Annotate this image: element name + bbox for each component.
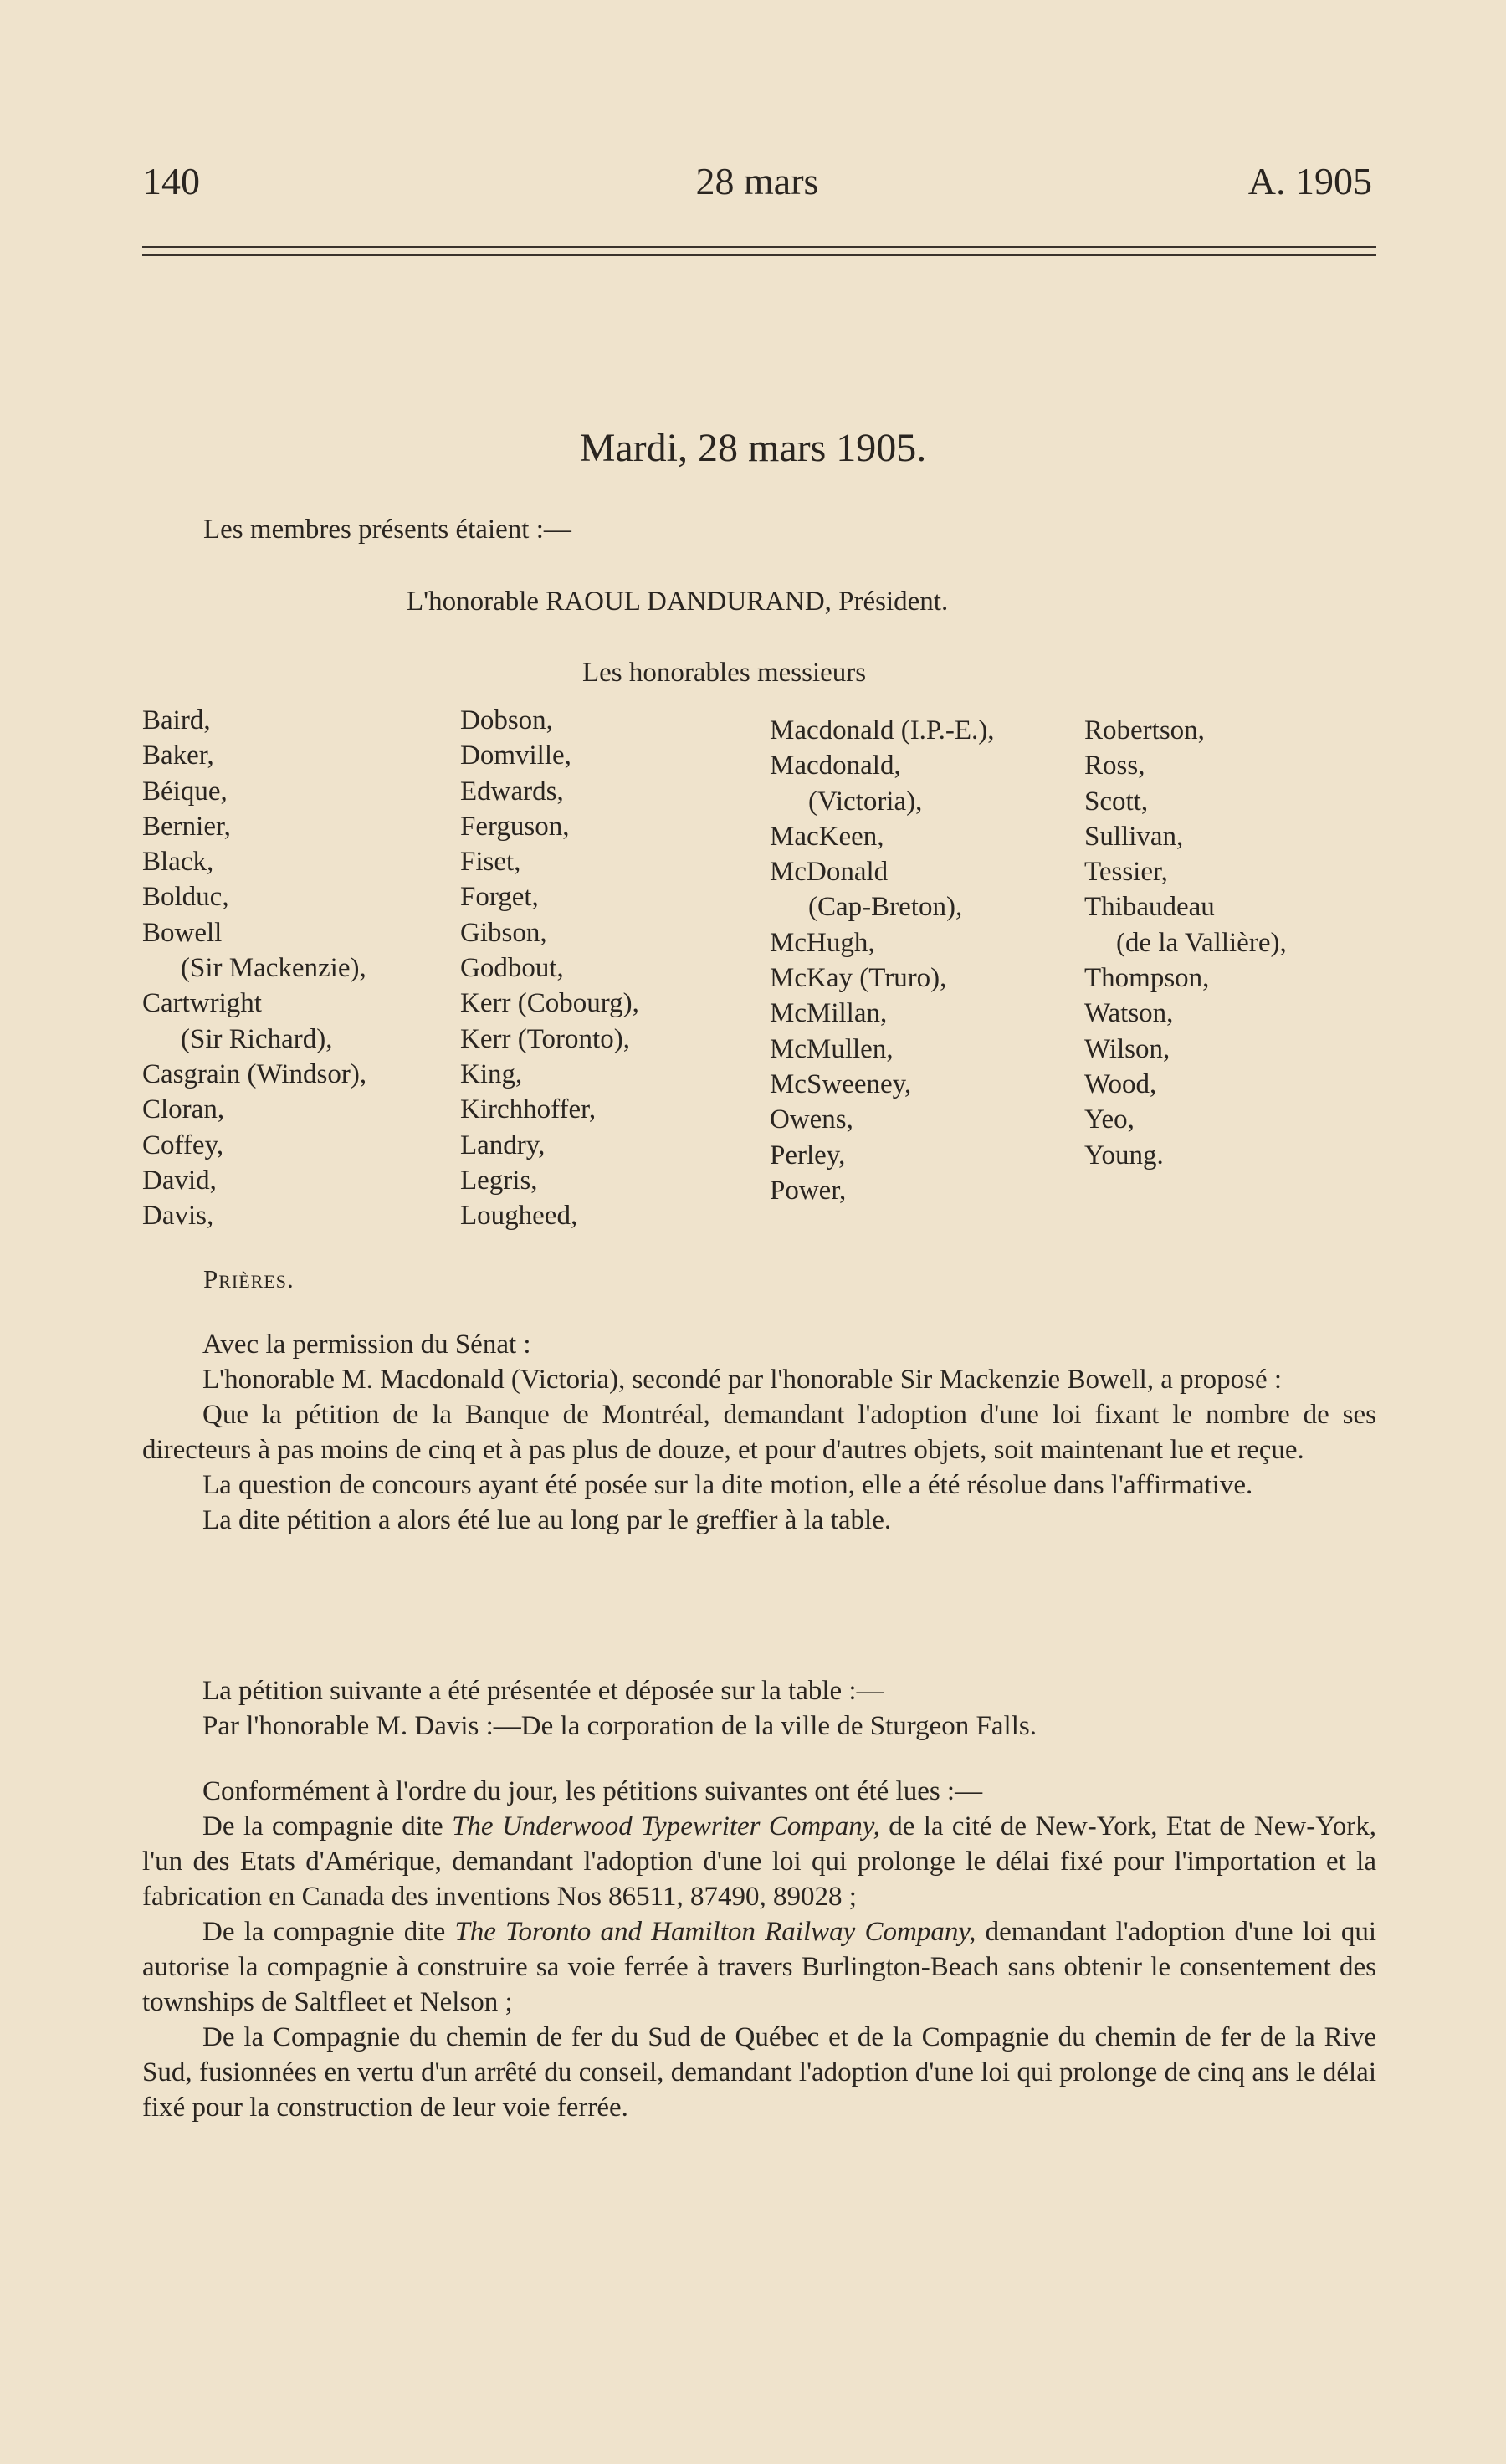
senators-column-4 (1084, 713, 1287, 1173)
text-run: De la compagnie dite (202, 1811, 453, 1842)
senator-name: McMillan, (770, 998, 888, 1029)
senator-name: Baker, (142, 740, 214, 771)
paragraph: Avec la permission du Sénat : (202, 1329, 531, 1360)
paragraph: De la Compagnie du chemin de fer du Sud de Québec et de la Compagnie du chemin de fer de la Rive Sud, fusionnées en vertu d'un arrêté du conseil, demandant l'adoption d'une loi qui prolonge de cinq ans le délai fixé pour la construction de leur voie ferrée. (142, 2022, 1376, 2123)
senator-name: Cloran, (142, 1094, 225, 1125)
paragraph (142, 1914, 1376, 2020)
senators-column-2 (460, 703, 639, 1233)
company-name: The Underwood Typewriter Company, (452, 1811, 880, 1842)
senator-name: Power, (770, 1175, 847, 1206)
senator-name: Cartwright (142, 988, 262, 1019)
senator-name: (Cap-Breton), (808, 892, 963, 923)
paragraph: La pétition suivante a été présentée et déposée sur la table :— (202, 1676, 884, 1706)
senator-name: Davis, (142, 1201, 214, 1232)
paragraph: Par l'honorable M. Davis :—De la corporation de la ville de Sturgeon Falls. (202, 1711, 1037, 1741)
senator-name: McDonald (770, 857, 889, 888)
senator-name: (Victoria), (808, 786, 923, 817)
senator-name: Dobson, (460, 705, 553, 735)
senator-name: (de la Vallière), (1116, 927, 1287, 958)
senator-name: Sullivan, (1084, 821, 1184, 852)
senator-name: Watson, (1084, 998, 1174, 1029)
senator-name: McSweeney, (770, 1068, 912, 1099)
paragraph: Conformément à l'ordre du jour, les pétitions suivantes ont été lues :— (202, 1776, 983, 1806)
text-run: de la cité de New-York, Etat de New-York, l'un des Etats d'Amérique, demandant l'adoption d'une loi qui prolonge le délai fixé pour l'importation et la fabrication en Canada des inventions Nos 86511, 87490, 89028 ; (142, 1811, 1376, 1912)
text-run: De la compagnie dite (202, 1917, 455, 1947)
paragraph (142, 1809, 1376, 1914)
senator-name: Yeo, (1084, 1104, 1135, 1135)
senator-name: Thompson, (1084, 963, 1210, 994)
header-rule-top (142, 246, 1376, 248)
senator-name: Domville, (460, 740, 571, 771)
paragraph: La dite pétition a alors été lue au long par le greffier à la table. (202, 1505, 892, 1535)
senator-name: David, (142, 1165, 217, 1196)
senator-name: (Sir Richard), (181, 1023, 333, 1054)
senator-name: Perley, (770, 1140, 846, 1171)
senator-name: Owens, (770, 1104, 853, 1135)
senator-name: Macdonald, (770, 750, 901, 781)
senator-name: Lougheed, (460, 1201, 578, 1232)
senator-name: Wood, (1084, 1068, 1157, 1099)
senator-name: Bowell (142, 917, 223, 948)
paragraph: La question de concours ayant été posée sur la dite motion, elle a été résolue dans l'affirmative. (202, 1470, 1253, 1500)
president-line: L'honorable RAOUL DANDURAND, Président. (407, 587, 949, 617)
senator-name: Thibaudeau (1084, 892, 1215, 923)
senator-name: Kerr (Toronto), (460, 1023, 630, 1054)
senator-name: Kirchhoffer, (460, 1094, 597, 1125)
header-rule-bottom (142, 254, 1376, 256)
senator-name: Fiset, (460, 847, 521, 878)
senator-name: Young. (1084, 1140, 1164, 1171)
senator-name: Macdonald (I.P.-E.), (770, 715, 995, 745)
senator-name: Coffey, (142, 1130, 224, 1160)
senator-name: Tessier, (1084, 857, 1168, 888)
senators-column-1 (142, 703, 366, 1233)
senators-heading: Les honorables messieurs (582, 658, 867, 688)
senator-name: McKay (Truro), (770, 963, 947, 994)
paragraph: L'honorable M. Macdonald (Victoria), secondé par l'honorable Sir Mackenzie Bowell, a proposé : (202, 1365, 1283, 1395)
header-date: 28 mars (695, 160, 819, 202)
senator-name: Kerr (Cobourg), (460, 988, 639, 1019)
senator-name: Ferguson, (460, 811, 570, 842)
senator-name: Legris, (460, 1165, 538, 1196)
senator-name: (Sir Mackenzie), (181, 953, 366, 984)
senator-name: Godbout, (460, 953, 564, 984)
members-intro: Les membres présents étaient :— (203, 515, 571, 545)
senator-name: Edwards, (460, 776, 564, 807)
senators-column-3 (770, 713, 995, 1208)
petition-presented-section (142, 1673, 1376, 1744)
text-run: demandant l'adoption d'une loi qui autorise la compagnie à construire sa voie ferrée à travers Burlington-Beach sans obtenir le consentement des townships de Saltfleet et Nelson ; (142, 1917, 1377, 2017)
senator-name: Béique, (142, 776, 228, 807)
senator-name: Gibson, (460, 917, 547, 948)
date-heading: Mardi, 28 mars 1905. (579, 426, 927, 470)
senator-name: Landry, (460, 1130, 546, 1160)
senator-name: Baird, (142, 705, 211, 735)
senator-name: Forget, (460, 882, 539, 913)
senator-name: Bolduc, (142, 882, 229, 913)
senator-name: King, (460, 1058, 523, 1089)
senator-name: Robertson, (1084, 715, 1205, 745)
running-head (142, 159, 1372, 209)
paragraph: Que la pétition de la Banque de Montréal, demandant l'adoption d'une loi fixant le nombre de ses directeurs à pas moins de cinq et à pas plus de douze, et pour d'autres objets, soit maintenant lue et reçue. (142, 1400, 1376, 1465)
senator-name: McHugh, (770, 927, 875, 958)
header-year: A. 1905 (1247, 160, 1372, 202)
senator-name: Wilson, (1084, 1033, 1170, 1064)
page-number: 140 (142, 160, 200, 202)
senator-name: Casgrain (Windsor), (142, 1058, 367, 1089)
senator-name: MacKeen, (770, 821, 884, 852)
petitions-read-section (142, 1774, 1376, 2125)
prayers-heading: Prières. (203, 1264, 295, 1293)
senator-name: Ross, (1084, 750, 1145, 781)
motion-section (142, 1327, 1376, 1538)
senator-name: Bernier, (142, 811, 231, 842)
senator-name: Scott, (1084, 786, 1149, 817)
company-name: The Toronto and Hamilton Railway Company, (454, 1917, 976, 1947)
senator-name: Black, (142, 847, 214, 878)
senator-name: McMullen, (770, 1033, 894, 1064)
